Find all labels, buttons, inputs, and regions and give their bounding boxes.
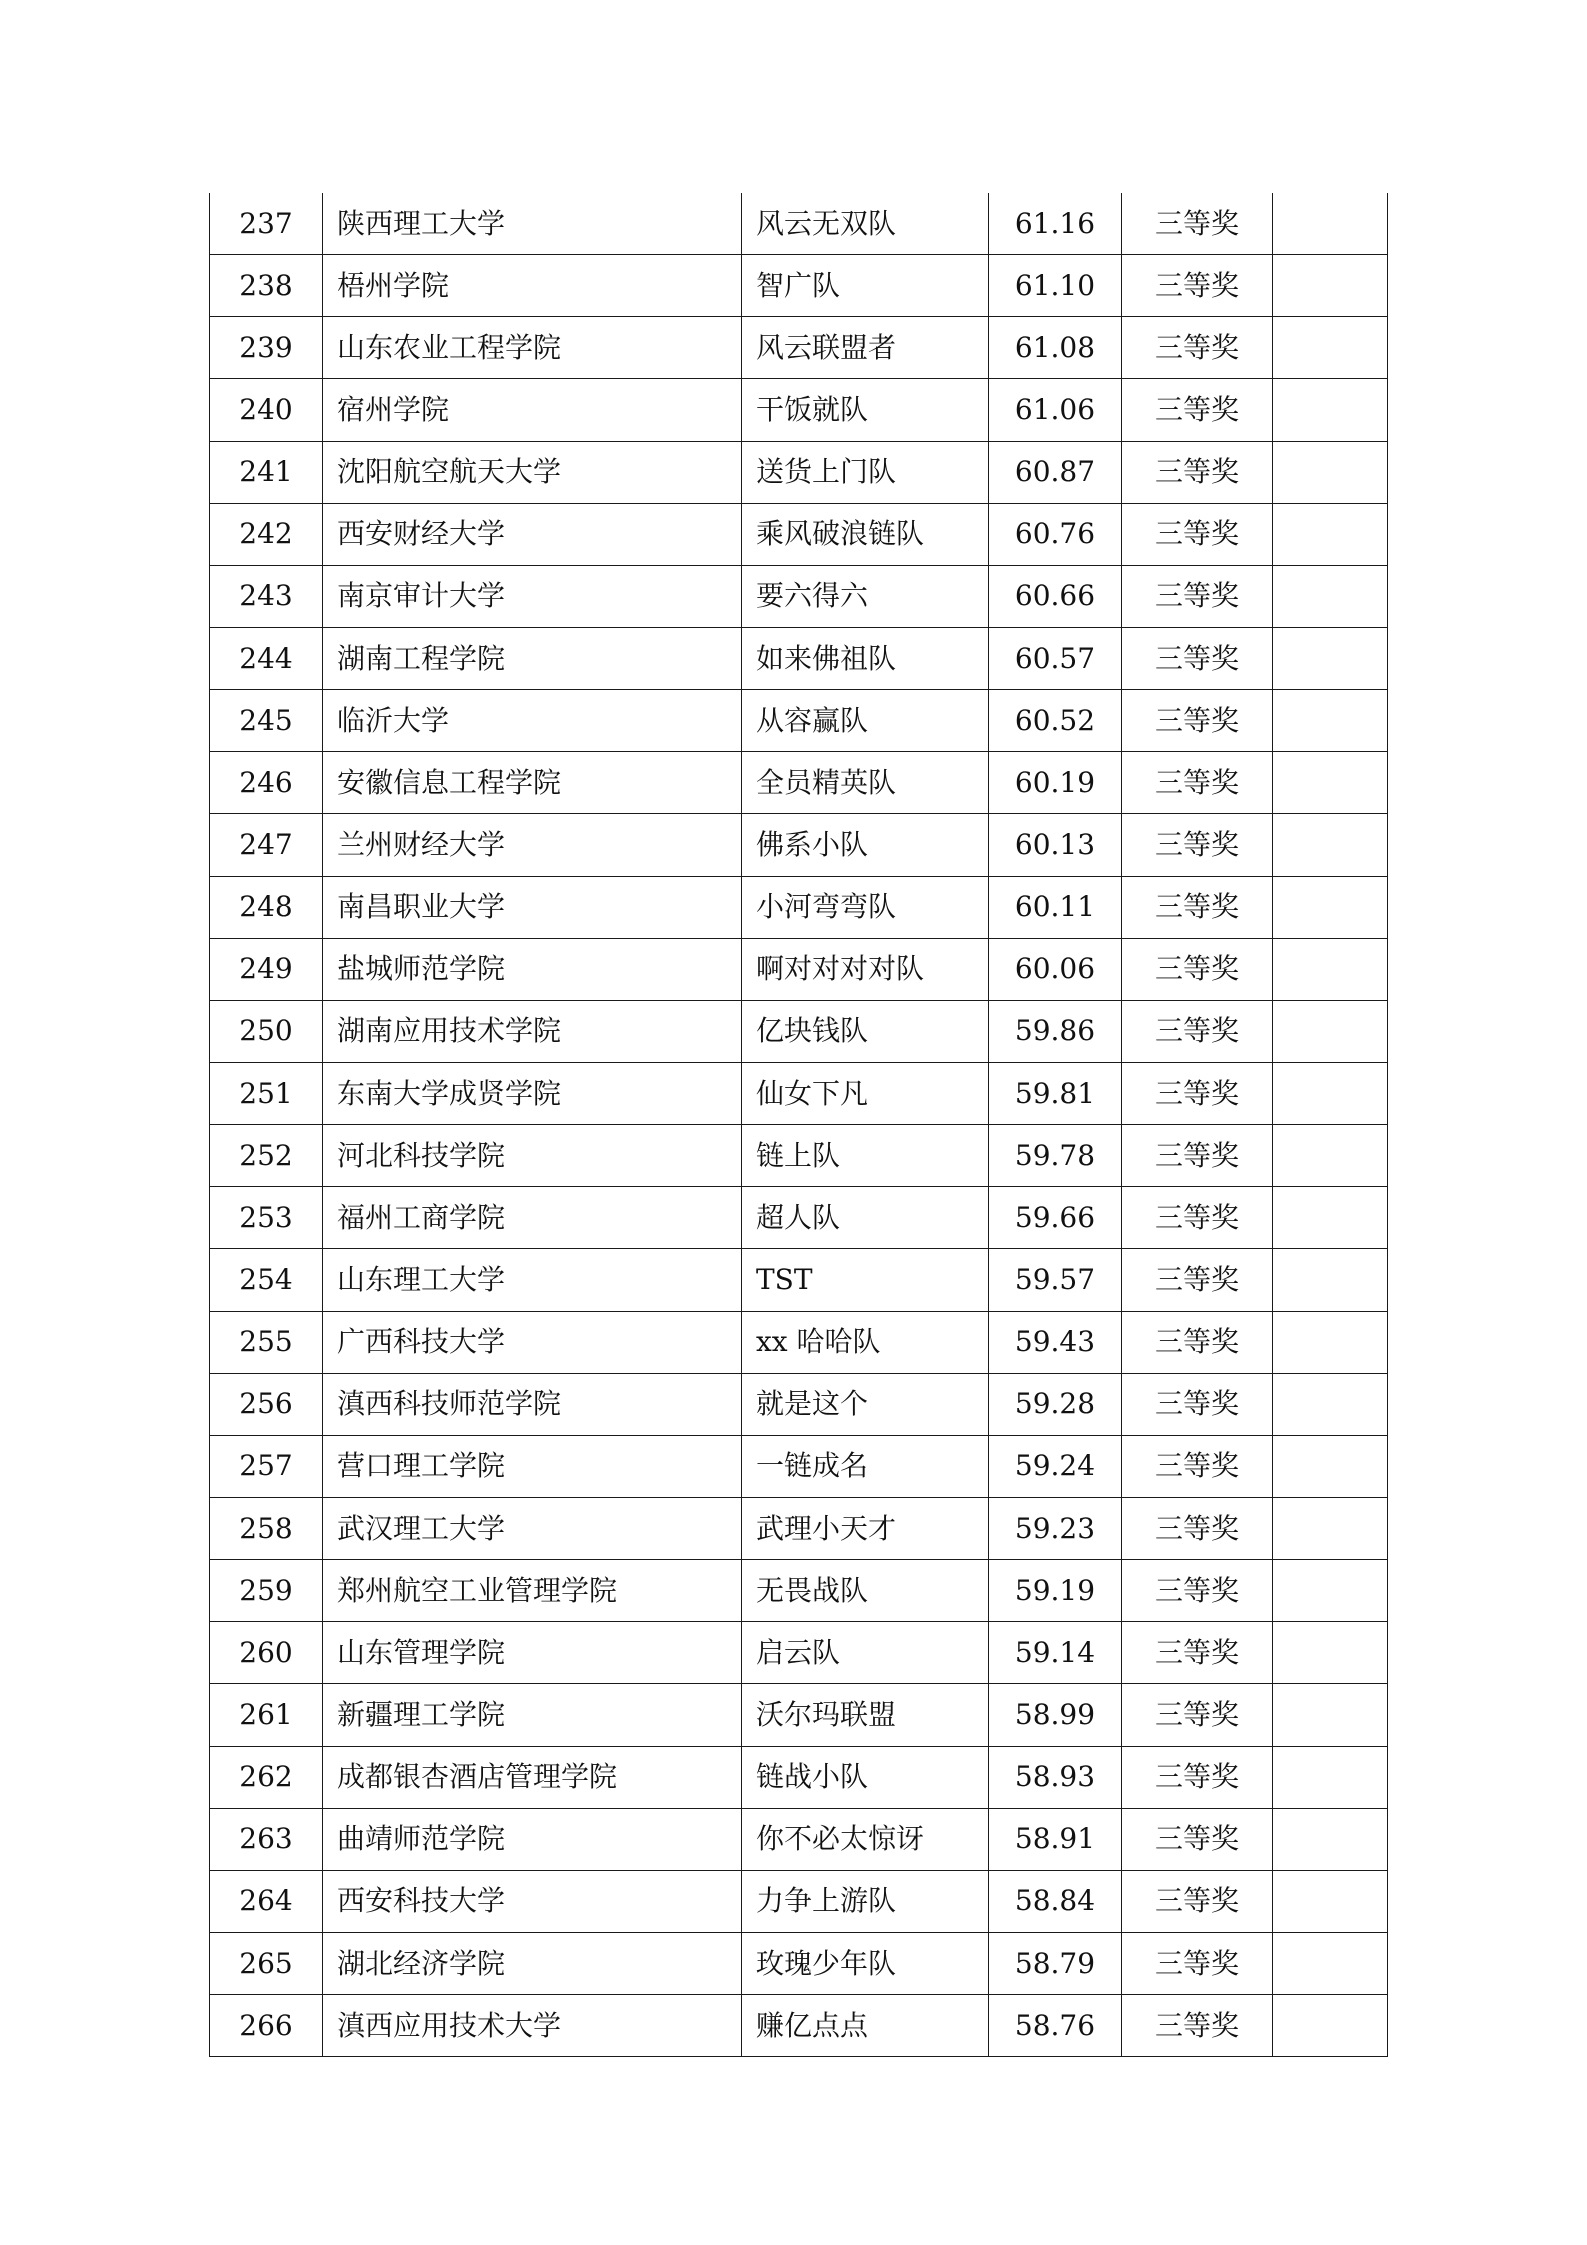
team-cell: 无畏战队 — [742, 1560, 989, 1622]
table-row — [210, 255, 1388, 317]
table-row — [210, 1622, 1388, 1684]
note-cell — [1273, 1249, 1388, 1311]
school-cell: 新疆理工学院 — [323, 1684, 742, 1746]
team-cell: 玫瑰少年队 — [742, 1932, 989, 1994]
award-cell: 三等奖 — [1122, 1187, 1273, 1249]
school-cell: 湖南工程学院 — [323, 627, 742, 689]
award-cell: 三等奖 — [1122, 814, 1273, 876]
note-cell — [1273, 1560, 1388, 1622]
score-cell: 59.81 — [989, 1062, 1122, 1124]
school-cell: 滇西应用技术大学 — [323, 1995, 742, 2057]
table-row — [210, 1497, 1388, 1559]
table-row — [210, 938, 1388, 1000]
table-row — [210, 1746, 1388, 1808]
team-cell: 链上队 — [742, 1125, 989, 1187]
table-row — [210, 1373, 1388, 1435]
award-cell: 三等奖 — [1122, 1249, 1273, 1311]
award-cell: 三等奖 — [1122, 441, 1273, 503]
rank-cell: 256 — [210, 1373, 323, 1435]
table-row — [210, 1684, 1388, 1746]
team-cell: 小河弯弯队 — [742, 876, 989, 938]
team-cell: 风云联盟者 — [742, 317, 989, 379]
award-cell: 三等奖 — [1122, 690, 1273, 752]
team-cell: 力争上游队 — [742, 1870, 989, 1932]
rank-cell: 249 — [210, 938, 323, 1000]
score-cell: 59.43 — [989, 1311, 1122, 1373]
table-row — [210, 1870, 1388, 1932]
award-cell: 三等奖 — [1122, 1808, 1273, 1870]
score-cell: 59.78 — [989, 1125, 1122, 1187]
table-row — [210, 1995, 1388, 2057]
school-cell: 河北科技学院 — [323, 1125, 742, 1187]
team-cell: 武理小天才 — [742, 1497, 989, 1559]
note-cell — [1273, 1870, 1388, 1932]
score-cell: 60.11 — [989, 876, 1122, 938]
table-row — [210, 1311, 1388, 1373]
table-row — [210, 1249, 1388, 1311]
score-cell: 59.14 — [989, 1622, 1122, 1684]
rank-cell: 246 — [210, 752, 323, 814]
note-cell — [1273, 1187, 1388, 1249]
award-cell: 三等奖 — [1122, 1932, 1273, 1994]
table-row — [210, 1000, 1388, 1062]
team-cell: xx 哈哈队 — [742, 1311, 989, 1373]
rank-cell: 261 — [210, 1684, 323, 1746]
award-cell: 三等奖 — [1122, 1125, 1273, 1187]
rank-cell: 262 — [210, 1746, 323, 1808]
team-cell: 干饭就队 — [742, 379, 989, 441]
team-cell: 智广队 — [742, 255, 989, 317]
note-cell — [1273, 503, 1388, 565]
team-cell: 超人队 — [742, 1187, 989, 1249]
score-cell: 61.16 — [989, 193, 1122, 255]
table-row — [210, 1808, 1388, 1870]
note-cell — [1273, 441, 1388, 503]
score-cell: 59.23 — [989, 1497, 1122, 1559]
school-cell: 西安科技大学 — [323, 1870, 742, 1932]
score-cell: 60.87 — [989, 441, 1122, 503]
rank-cell: 244 — [210, 627, 323, 689]
rank-cell: 258 — [210, 1497, 323, 1559]
table-row — [210, 1560, 1388, 1622]
note-cell — [1273, 379, 1388, 441]
team-cell: 就是这个 — [742, 1373, 989, 1435]
rank-cell: 248 — [210, 876, 323, 938]
rank-cell: 240 — [210, 379, 323, 441]
award-cell: 三等奖 — [1122, 1373, 1273, 1435]
team-cell: 风云无双队 — [742, 193, 989, 255]
note-cell — [1273, 1311, 1388, 1373]
note-cell — [1273, 193, 1388, 255]
school-cell: 湖南应用技术学院 — [323, 1000, 742, 1062]
team-cell: 佛系小队 — [742, 814, 989, 876]
school-cell: 广西科技大学 — [323, 1311, 742, 1373]
score-cell: 59.57 — [989, 1249, 1122, 1311]
team-cell: TST — [742, 1249, 989, 1311]
table-row — [210, 1062, 1388, 1124]
team-cell: 仙女下凡 — [742, 1062, 989, 1124]
note-cell — [1273, 1062, 1388, 1124]
score-cell: 59.28 — [989, 1373, 1122, 1435]
rank-cell: 255 — [210, 1311, 323, 1373]
award-cell: 三等奖 — [1122, 1995, 1273, 2057]
team-cell: 启云队 — [742, 1622, 989, 1684]
note-cell — [1273, 1435, 1388, 1497]
team-cell: 亿块钱队 — [742, 1000, 989, 1062]
score-cell: 61.10 — [989, 255, 1122, 317]
school-cell: 南昌职业大学 — [323, 876, 742, 938]
table-row — [210, 690, 1388, 752]
award-cell: 三等奖 — [1122, 379, 1273, 441]
score-cell: 60.66 — [989, 565, 1122, 627]
rank-cell: 253 — [210, 1187, 323, 1249]
school-cell: 安徽信息工程学院 — [323, 752, 742, 814]
note-cell — [1273, 255, 1388, 317]
award-cell: 三等奖 — [1122, 1062, 1273, 1124]
note-cell — [1273, 876, 1388, 938]
table-row — [210, 503, 1388, 565]
award-cell: 三等奖 — [1122, 1000, 1273, 1062]
rank-cell: 241 — [210, 441, 323, 503]
school-cell: 沈阳航空航天大学 — [323, 441, 742, 503]
score-cell: 58.84 — [989, 1870, 1122, 1932]
rank-cell: 264 — [210, 1870, 323, 1932]
table-row — [210, 1435, 1388, 1497]
award-cell: 三等奖 — [1122, 193, 1273, 255]
award-cell: 三等奖 — [1122, 1870, 1273, 1932]
award-cell: 三等奖 — [1122, 752, 1273, 814]
note-cell — [1273, 1373, 1388, 1435]
score-cell: 58.79 — [989, 1932, 1122, 1994]
school-cell: 营口理工学院 — [323, 1435, 742, 1497]
school-cell: 南京审计大学 — [323, 565, 742, 627]
award-cell: 三等奖 — [1122, 565, 1273, 627]
rank-cell: 259 — [210, 1560, 323, 1622]
rank-cell: 252 — [210, 1125, 323, 1187]
rank-cell: 250 — [210, 1000, 323, 1062]
award-cell: 三等奖 — [1122, 1560, 1273, 1622]
school-cell: 宿州学院 — [323, 379, 742, 441]
score-cell: 60.19 — [989, 752, 1122, 814]
table-row — [210, 317, 1388, 379]
table-row — [210, 193, 1388, 255]
team-cell: 赚亿点点 — [742, 1995, 989, 2057]
school-cell: 陕西理工大学 — [323, 193, 742, 255]
school-cell: 成都银杏酒店管理学院 — [323, 1746, 742, 1808]
note-cell — [1273, 938, 1388, 1000]
award-cell: 三等奖 — [1122, 255, 1273, 317]
note-cell — [1273, 690, 1388, 752]
score-cell: 60.52 — [989, 690, 1122, 752]
school-cell: 武汉理工大学 — [323, 1497, 742, 1559]
team-cell: 如来佛祖队 — [742, 627, 989, 689]
team-cell: 全员精英队 — [742, 752, 989, 814]
award-cell: 三等奖 — [1122, 938, 1273, 1000]
table-row — [210, 441, 1388, 503]
award-cell: 三等奖 — [1122, 1497, 1273, 1559]
rank-cell: 266 — [210, 1995, 323, 2057]
rank-cell: 254 — [210, 1249, 323, 1311]
note-cell — [1273, 1932, 1388, 1994]
school-cell: 湖北经济学院 — [323, 1932, 742, 1994]
rank-cell: 245 — [210, 690, 323, 752]
table-row — [210, 1125, 1388, 1187]
note-cell — [1273, 317, 1388, 379]
rank-cell: 251 — [210, 1062, 323, 1124]
rank-cell: 247 — [210, 814, 323, 876]
school-cell: 山东管理学院 — [323, 1622, 742, 1684]
note-cell — [1273, 1684, 1388, 1746]
rank-cell: 237 — [210, 193, 323, 255]
note-cell — [1273, 814, 1388, 876]
score-cell: 60.06 — [989, 938, 1122, 1000]
table-row — [210, 565, 1388, 627]
note-cell — [1273, 752, 1388, 814]
score-cell: 60.57 — [989, 627, 1122, 689]
note-cell — [1273, 1497, 1388, 1559]
team-cell: 沃尔玛联盟 — [742, 1684, 989, 1746]
team-cell: 啊对对对对队 — [742, 938, 989, 1000]
team-cell: 一链成名 — [742, 1435, 989, 1497]
note-cell — [1273, 627, 1388, 689]
school-cell: 盐城师范学院 — [323, 938, 742, 1000]
school-cell: 郑州航空工业管理学院 — [323, 1560, 742, 1622]
note-cell — [1273, 1622, 1388, 1684]
team-cell: 乘风破浪链队 — [742, 503, 989, 565]
award-cell: 三等奖 — [1122, 1311, 1273, 1373]
award-cell: 三等奖 — [1122, 317, 1273, 379]
table-row — [210, 1932, 1388, 1994]
score-cell: 58.93 — [989, 1746, 1122, 1808]
award-cell: 三等奖 — [1122, 1746, 1273, 1808]
school-cell: 曲靖师范学院 — [323, 1808, 742, 1870]
rank-cell: 239 — [210, 317, 323, 379]
note-cell — [1273, 1125, 1388, 1187]
score-cell: 60.76 — [989, 503, 1122, 565]
team-cell: 你不必太惊讶 — [742, 1808, 989, 1870]
table-row — [210, 1187, 1388, 1249]
award-cell: 三等奖 — [1122, 627, 1273, 689]
score-cell: 58.99 — [989, 1684, 1122, 1746]
rank-cell: 243 — [210, 565, 323, 627]
team-cell: 要六得六 — [742, 565, 989, 627]
score-cell: 60.13 — [989, 814, 1122, 876]
note-cell — [1273, 565, 1388, 627]
school-cell: 兰州财经大学 — [323, 814, 742, 876]
table-body — [210, 193, 1388, 2057]
score-cell: 59.19 — [989, 1560, 1122, 1622]
school-cell: 梧州学院 — [323, 255, 742, 317]
score-cell: 59.66 — [989, 1187, 1122, 1249]
rank-cell: 238 — [210, 255, 323, 317]
note-cell — [1273, 1808, 1388, 1870]
school-cell: 滇西科技师范学院 — [323, 1373, 742, 1435]
note-cell — [1273, 1995, 1388, 2057]
award-cell: 三等奖 — [1122, 876, 1273, 938]
award-results-table — [209, 193, 1388, 2057]
score-cell: 59.24 — [989, 1435, 1122, 1497]
table-row — [210, 814, 1388, 876]
table-row — [210, 379, 1388, 441]
school-cell: 东南大学成贤学院 — [323, 1062, 742, 1124]
team-cell: 送货上门队 — [742, 441, 989, 503]
team-cell: 链战小队 — [742, 1746, 989, 1808]
score-cell: 61.06 — [989, 379, 1122, 441]
rank-cell: 242 — [210, 503, 323, 565]
rank-cell: 260 — [210, 1622, 323, 1684]
award-cell: 三等奖 — [1122, 1622, 1273, 1684]
award-cell: 三等奖 — [1122, 503, 1273, 565]
school-cell: 福州工商学院 — [323, 1187, 742, 1249]
school-cell: 西安财经大学 — [323, 503, 742, 565]
score-cell: 58.76 — [989, 1995, 1122, 2057]
school-cell: 临沂大学 — [323, 690, 742, 752]
note-cell — [1273, 1746, 1388, 1808]
team-cell: 从容赢队 — [742, 690, 989, 752]
note-cell — [1273, 1000, 1388, 1062]
score-cell: 61.08 — [989, 317, 1122, 379]
award-cell: 三等奖 — [1122, 1435, 1273, 1497]
rank-cell: 263 — [210, 1808, 323, 1870]
score-cell: 58.91 — [989, 1808, 1122, 1870]
table-row — [210, 627, 1388, 689]
rank-cell: 257 — [210, 1435, 323, 1497]
table-row — [210, 752, 1388, 814]
school-cell: 山东农业工程学院 — [323, 317, 742, 379]
school-cell: 山东理工大学 — [323, 1249, 742, 1311]
rank-cell: 265 — [210, 1932, 323, 1994]
table-row — [210, 876, 1388, 938]
award-cell: 三等奖 — [1122, 1684, 1273, 1746]
score-cell: 59.86 — [989, 1000, 1122, 1062]
